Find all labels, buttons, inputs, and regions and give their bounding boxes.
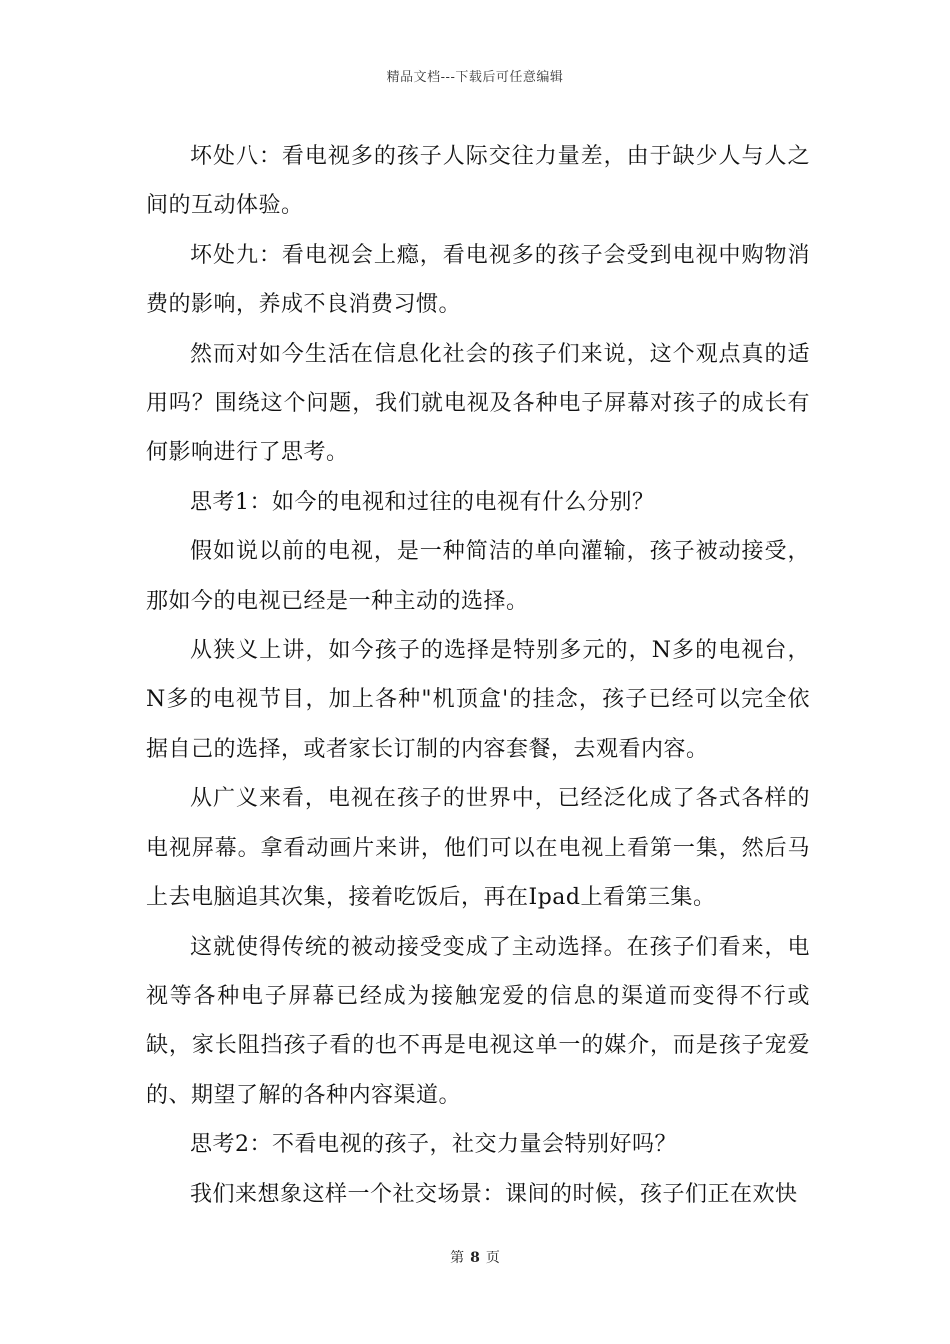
paragraph-harm-8: 坏处八：看电视多的孩子人际交往力量差，由于缺少人与人之间的互动体验。: [146, 144, 810, 219]
paragraph-social-scene: 我们来想象这样一个社交场景：课间的时候，孩子们正在欢快: [190, 1181, 798, 1207]
page-footer: [0, 1247, 950, 1267]
footer-prefix: 第: [450, 1250, 465, 1266]
paragraph-question-1: 思考1：如今的电视和过往的电视有什么分别？: [190, 489, 655, 515]
paragraph-active-choice: 这就使得传统的被动接受变成了主动选择。在孩子们看来，电视等各种电子屏幕已经成为接触宠爱的信息的渠道而变得不行或缺，家长阻挡孩子看的也不再是电视这单一的媒介，而是孩子宠爱的、期望了解的各种内容渠道。: [146, 934, 810, 1108]
paragraph-narrow-sense: 从狭义上讲，如今孩子的选择是特别多元的，N多的电视台，N多的电视节目，加上各种"机顶盒'的挂念，孩子已经可以完全依据自己的选择，或者家长订制的内容套餐，去观看内容。: [146, 638, 810, 762]
paragraph-however: 然而对如今生活在信息化社会的孩子们来说，这个观点真的适用吗？围绕这个问题，我们就电视及各种电子屏幕对孩子的成长有何影响进行了思考。: [146, 341, 810, 466]
footer-suffix: 页: [485, 1250, 500, 1266]
page-number: 8: [470, 1250, 480, 1266]
paragraph-question-2: 思考2：不看电视的孩子，社交力量会特别好吗？: [190, 1132, 677, 1158]
paragraph-harm-9: 坏处九：看电视会上瘾，看电视多的孩子会受到电视中购物消费的影响，养成不良消费习惯。: [146, 242, 810, 318]
page-header: [0, 66, 950, 85]
paragraph-broad-sense: 从广义来看，电视在孩子的世界中，已经泛化成了各式各样的电视屏幕。拿看动画片来讲，他们可以在电视上看第一集，然后马上去电脑追其次集，接着吃饭后，再在Ipad上看第三集。: [146, 786, 810, 911]
paragraph-past-tv: 假如说以前的电视，是一种简洁的单向灌输，孩子被动接受，那如今的电视已经是一种主动的选择。: [146, 539, 810, 614]
document-body: [146, 132, 810, 1219]
header-text: 精品文档---下载后可任意编辑: [386, 70, 564, 85]
